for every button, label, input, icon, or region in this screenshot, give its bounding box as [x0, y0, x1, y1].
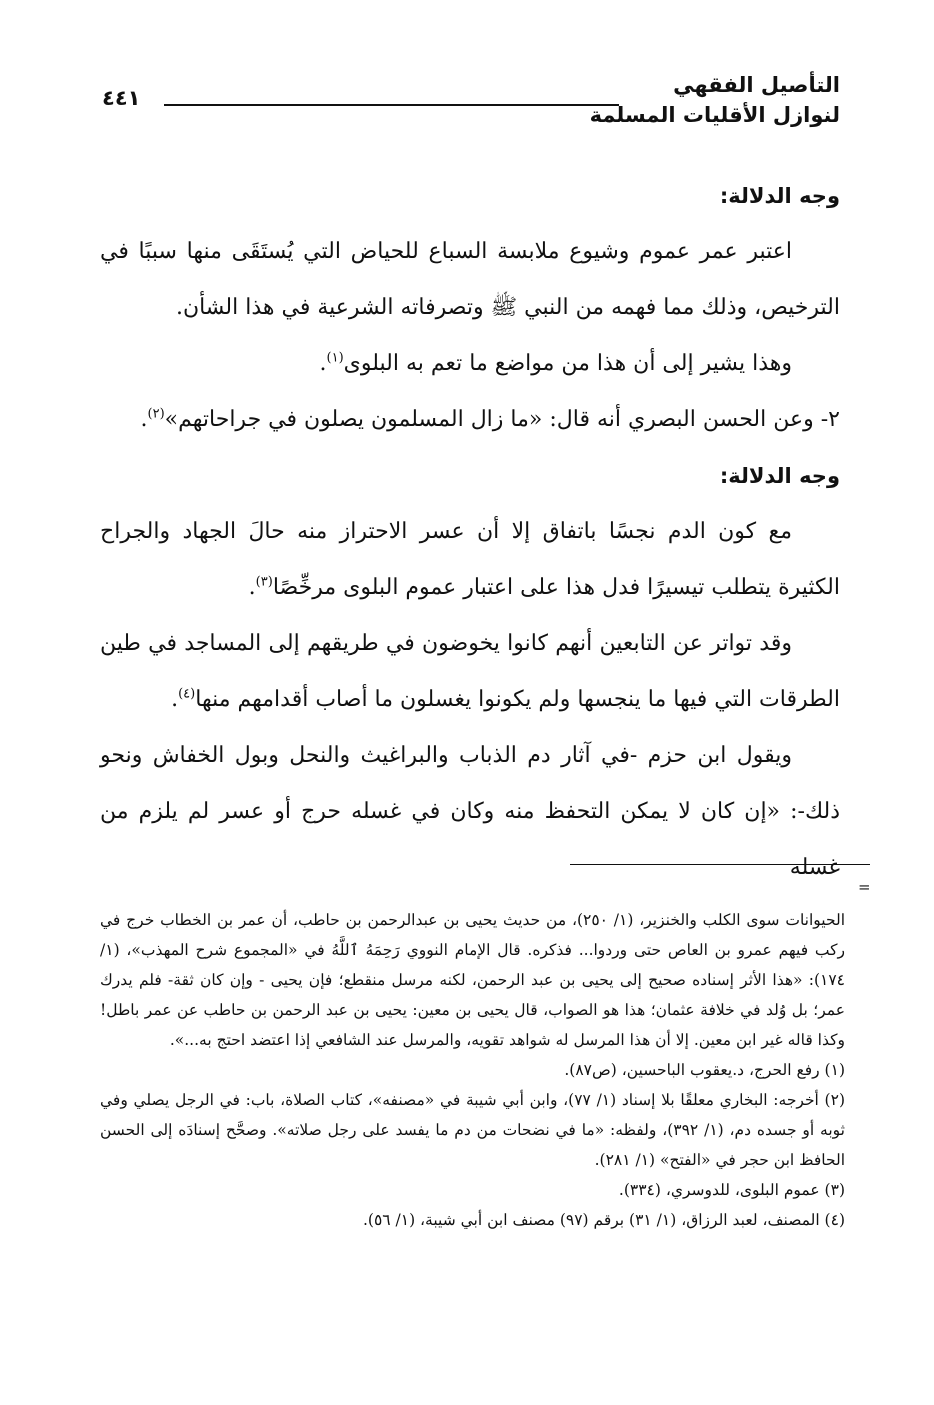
footnote-continuation-marker: =: [858, 878, 871, 896]
paragraph-3: ٢- وعن الحسن البصري أنه قال: «ما زال المسلمون يصلون في جراحاتهم»$^{(٢)}$.: [140, 406, 840, 432]
footnotes: [100, 905, 845, 1235]
book-title-line-1: التأصيل الفقهي: [673, 73, 840, 97]
footnote-3: (٣) عموم البلوى، للدوسري، (٣٣٤).: [618, 1181, 845, 1199]
page-number: ٤٤١: [102, 86, 141, 110]
footnote-1: (١) رفع الحرج، د.يعقوب الباحسين، (ص٨٧).: [564, 1061, 845, 1079]
footnote-ref-3[interactable]: (٣): [255, 574, 273, 590]
footnote-ref-2[interactable]: (٢): [147, 406, 165, 422]
paragraph-1: اعتبر عمر عموم وشيوع ملابسة السباع للحياض التي يُستَقَى منها سببًا في الترخيص، وذلك مما فهمه من النبي ﷺ وتصرفاته الشرعية في هذا الشأن.: [100, 239, 840, 320]
paragraph-5: وقد تواتر عن التابعين أنهم كانوا يخوضون في طريقهم إلى المساجد في طين الطرقات التي فيها ما ينجسها ولم يكونوا يغسلون ما أصاب أقدامهم منها$^{(٤)}$.: [100, 631, 840, 712]
footnote-ref-1[interactable]: (١): [326, 350, 344, 366]
paragraph-4: مع كون الدم نجسًا باتفاق إلا أن عسر الاحتراز منه حالَ الجهاد والجراح الكثيرة يتطلب تيسيرًا فدل هذا على اعتبار عموم البلوى مرخِّصًا$^{(٣)}$.: [100, 519, 840, 600]
main-text: [100, 168, 840, 896]
section-heading-1: وجه الدلالة:: [719, 184, 840, 208]
paragraph-6: ويقول ابن حزم -في آثار دم الذباب والبراغيث والنحل وبول الخفاش ونحو ذلك-: «إن كان لا يمكن التحفظ منه وكان في غسله حرج أو عسر لم يلزم من غسله: [100, 743, 840, 880]
paragraph-5-text: وقد تواتر عن التابعين أنهم كانوا يخوضون في طريقهم إلى المساجد في طين الطرقات التي فيها ما ينجسها ولم يكونوا يغسلون ما أصاب أقدامهم منها: [100, 631, 840, 712]
paragraph-4-text: مع كون الدم نجسًا باتفاق إلا أن عسر الاحتراز منه حالَ الجهاد والجراح الكثيرة يتطلب تيسيرًا فدل هذا على اعتبار عموم البلوى مرخِّصًا: [100, 519, 840, 600]
footnote-continuation: الحيوانات سوى الكلب والخنزير، (١/ ٢٥٠)، من حديث يحيى بن عبدالرحمن بن حاطب، أن عمر بن الخطاب خرج في ركب فيهم عمرو بن العاص حتى وردوا... فذكره. قال الإمام النووي رَحِمَهُ ٱللَّهُ في «المجموع شرح المهذب»، (١/ ١٧٤): «هذا الأثر إسناده صحيح إلى يحيى بن عبد الرحمن، لكنه مرسل منقطع؛ فإن يحيى - وإن كان ثقة- فلم يدرك عمر؛ بل وُلد في خلافة عثمان؛ هذا هو الصواب، قال يحيى بن معين: يحيى بن عبد الرحمن بن حاطب عن عمر باطل! وكذا قاله غير ابن معين. إلا أن هذا المرسل له شواهد تقويه، والمرسل عند الشافعي إذا اعتضد احتج به...».: [100, 911, 845, 1049]
book-title: [590, 70, 840, 130]
book-title-line-2: لنوازل الأقليات المسلمة: [589, 103, 840, 127]
paragraph-3-text: ٢- وعن الحسن البصري أنه قال: «ما زال المسلمون يصلون في جراحاتهم»: [164, 407, 840, 432]
footnote-2: (٢) أخرجه: البخاري معلقًا بلا إسناد (١/ ٧٧)، وابن أبي شيبة في «مصنفه»، كتاب الصلاة، باب: في الرجل يصلي وفي ثوبه أو جسده دم، (١/ ٣٩٢)، ولفظه: «ما في نضحات من دم ما يفسد على رجل صلاته». وصحَّح إسنادَه إلى الحسن الحافظ ابن حجر في «الفتح» (١/ ٢٨١).: [100, 1091, 845, 1169]
header-rule: [164, 104, 619, 106]
paragraph-2-text: وهذا يشير إلى أن هذا من مواضع ما تعم به البلوى: [343, 351, 792, 376]
footnote-separator: [570, 864, 870, 865]
footnote-ref-4[interactable]: (٤): [178, 686, 196, 702]
section-heading-2: وجه الدلالة:: [719, 464, 840, 488]
paragraph-2: وهذا يشير إلى أن هذا من مواضع ما تعم به البلوى$^{(١)}$.: [319, 350, 792, 376]
footnote-4: (٤) المصنف، لعبد الرزاق، (١/ ٣١) برقم (٩٧) مصنف ابن أبي شيبة، (١/ ٥٦).: [362, 1211, 845, 1229]
running-header: [100, 70, 840, 150]
